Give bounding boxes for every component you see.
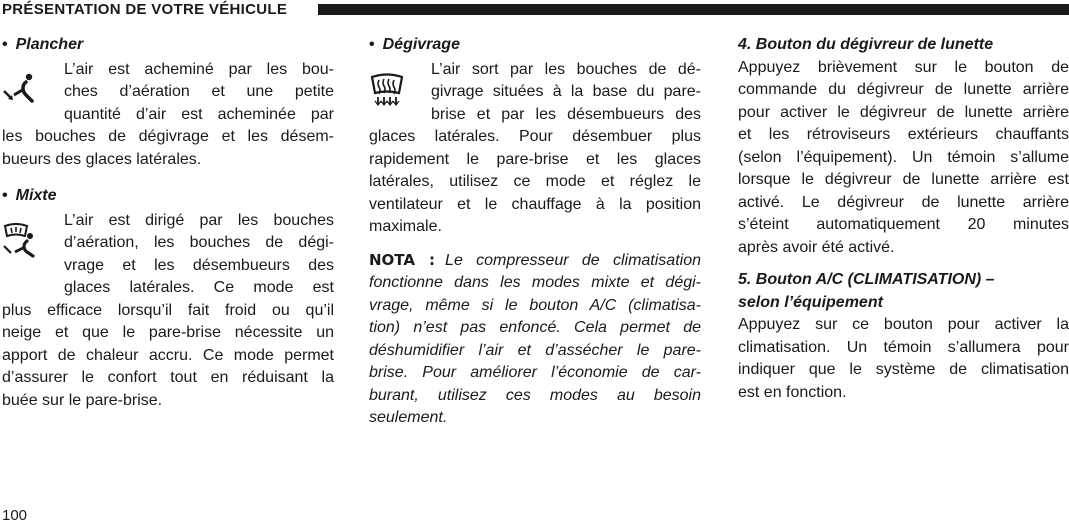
text-line: seulement.	[369, 409, 448, 426]
text-line: plus efficace lorsqu’il fait froid ou qu’il	[2, 301, 334, 319]
heading-line: 5. Bouton A/C (CLIMATISATION) –	[738, 271, 995, 288]
bullet-heading-mixte: • Mixte	[2, 187, 57, 204]
text-line: activé. Le dégivreur de lunette arrière	[738, 193, 1069, 211]
text-line: s’éteint automatiquement 20 minutes	[738, 216, 1069, 233]
text-line: apport de chaleur accru. Ce mode permet	[2, 346, 334, 364]
paragraph-mixte	[2, 210, 334, 413]
text-line: vrage, même si le bouton A/C (climatisa-	[369, 296, 701, 314]
page-header	[0, 0, 1069, 22]
text-line: Appuyez brièvement sur le bouton de	[738, 58, 1069, 76]
text-line: commande du dégivreur de lunette arrière	[738, 81, 1069, 98]
floor-mode-icon	[2, 71, 38, 107]
text-line: après avoir été activé.	[738, 238, 895, 256]
text-line: pour activer le dégivreur de lunette arrière	[738, 103, 1069, 121]
text-line: quantité d’air est acheminée par	[64, 105, 334, 123]
header-rule	[318, 4, 1069, 15]
text-line: L’air est acheminé par les bou-	[64, 60, 334, 78]
section-title: PRÉSENTATION DE VOTRE VÉHICULE	[2, 1, 288, 18]
text-line: L’air est dirigé par les bouches	[64, 211, 334, 229]
mix-mode-icon	[2, 222, 38, 258]
text-line: ventilateur et le chauffage à la position	[369, 195, 701, 213]
defrost-mode-icon	[369, 71, 405, 107]
text-line: bueurs des glaces latérales.	[2, 150, 202, 168]
paragraph-degivrage	[369, 59, 701, 239]
text-line: Appuyez sur ce bouton pour activer la	[738, 316, 1069, 333]
text-line: d’assurer le confort tout en réduisant la	[2, 369, 334, 386]
text-line: latérales, utilisez ce mode et réglez le	[369, 173, 701, 190]
text-line: brise et par les désembueurs des	[431, 105, 701, 123]
text-line: et les rétroviseurs extérieurs chauffants	[738, 126, 1069, 143]
nota-paragraph	[369, 249, 701, 430]
text-line: indiquer que le système de climatisation	[738, 361, 1069, 378]
text-line: tion) n’est pas enfoncé. Cela permet de	[369, 319, 701, 336]
text-line: brise. Pour améliorer l’économie de car-	[369, 364, 701, 381]
text-line: maximale.	[369, 218, 442, 235]
text-line: glaces latérales. Pour désembuer plus	[369, 128, 701, 145]
text-line: glaces latérales. Ce mode est	[64, 279, 334, 296]
page-number: 100	[2, 507, 28, 524]
text-line: climatisation. Un témoin s’allumera pour	[738, 338, 1069, 356]
text-line: déshumidifier l’air et d’assécher le pare-	[369, 341, 701, 359]
text-line: lorsque le dégivreur de lunette arrière est	[738, 171, 1069, 188]
column-3	[738, 34, 1069, 404]
text-line: d’aération, les bouches de dégi-	[64, 234, 334, 251]
bullet-heading-degivrage: • Dégivrage	[369, 36, 460, 53]
paragraph-section-5	[738, 314, 1069, 404]
paragraph-plancher	[2, 59, 334, 172]
column-1	[2, 34, 334, 412]
text-line: Le compresseur de climatisation	[445, 251, 701, 269]
text-line: les bouches de dégivrage et les désem-	[2, 128, 334, 145]
text-line: burant, utilisez ces modes au besoin	[369, 386, 701, 404]
text-line: neige et que le pare-brise nécessite un	[2, 324, 334, 341]
text-line: (selon l’équipement). Un témoin s’allume	[738, 148, 1069, 166]
column-2	[369, 34, 701, 430]
text-line: L’air sort par les bouches de dé-	[431, 60, 701, 78]
bullet-heading-plancher: • Plancher	[2, 36, 84, 53]
section-heading-4: 4. Bouton du dégivreur de lunette	[738, 36, 994, 53]
paragraph-section-4	[738, 57, 1069, 260]
text-line: buée sur le pare-brise.	[2, 391, 163, 409]
text-line: fonctionne dans les modes mixte et dégi-	[369, 274, 701, 291]
nota-label: NOTA :	[369, 250, 436, 269]
text-line: ches d’aération et une petite	[64, 83, 334, 100]
section-heading-5	[738, 269, 1069, 314]
text-line: est en fonction.	[738, 383, 847, 401]
text-line: vrage et les désembueurs des	[64, 256, 334, 274]
text-line: rapidement le pare-brise et les glaces	[369, 150, 701, 168]
text-line: givrage situées à la base du pare-	[431, 83, 701, 100]
heading-line: selon l’équipement	[738, 293, 883, 311]
